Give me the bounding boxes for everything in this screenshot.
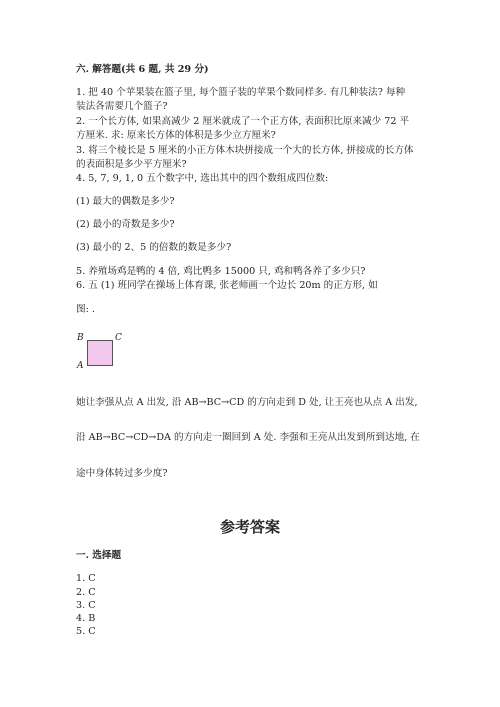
question-6-line-1: 6. 五 (1) 班同学在操场上体育课, 张老师画一个边长 20m 的正方形, 如 [76,280,378,291]
answer-title: 参考答案 [219,518,280,536]
question-6-text-2: 沿 AB→BC→CD→DA 的方向走一圈回到 A 处. 李强和王亮从出发到所到达地, 在 [76,432,420,443]
question-2-line-1: 2. 一个长方体, 如果高减少 2 厘米就成了一个正方体, 表面积比原来减少 72 平 [76,116,410,127]
corner-label-c: C [115,333,122,343]
question-3-line-2: 的表面积是多少平方厘米? [76,159,187,170]
corner-label-a: A [77,361,84,371]
question-4-sub-2: (2) 最小的奇数是多少? [76,219,175,230]
question-1-line-2: 装法各需要几个篮子? [76,101,168,112]
question-3-line-1: 3. 将三个棱长是 5 厘米的小正方体木块拼接成一个大的长方体, 拼接成的长方体 [76,145,414,156]
question-2-line-2: 方厘米. 求: 原来长方体的体积是多少立方厘米? [76,130,276,141]
question-6-line-2: 图: . [76,304,95,315]
answer-section-heading: 一. 选择题 [76,550,122,561]
question-6-text-3: 途中身体转过多少度? [76,468,168,479]
question-6-text-1: 她让李强从点 A 出发, 沿 AB→BC→CD 的方向走到 D 处, 让王亮也从点 A 出发, [76,397,418,408]
question-4-sub-3: (3) 最小的 2、5 的倍数的数是多少? [76,242,232,253]
answer-item: 4. B [76,613,96,624]
answer-item: 2. C [76,587,96,598]
question-1-line-1: 1. 把 40 个苹果装在篮子里, 每个篮子装的苹果个数同样多. 有几种装法? 每种 [76,87,406,98]
question-4-sub-1: (1) 最大的偶数是多少? [76,196,175,207]
answer-item: 5. C [76,626,96,637]
question-5: 5. 养殖场鸡是鸭的 4 倍, 鸡比鸭多 15000 只, 鸡和鸭各养了多少只? [76,266,366,277]
corner-label-b: B [77,333,84,343]
question-4: 4. 5, 7, 9, 1, 0 五个数字中, 选出其中的四个数组成四位数: [76,173,329,184]
answer-item: 3. C [76,600,96,611]
section-heading: 六. 解答题(共 6 题, 共 29 分) [76,64,209,75]
square-shape [87,340,113,366]
answer-item: 1. C [76,573,96,584]
